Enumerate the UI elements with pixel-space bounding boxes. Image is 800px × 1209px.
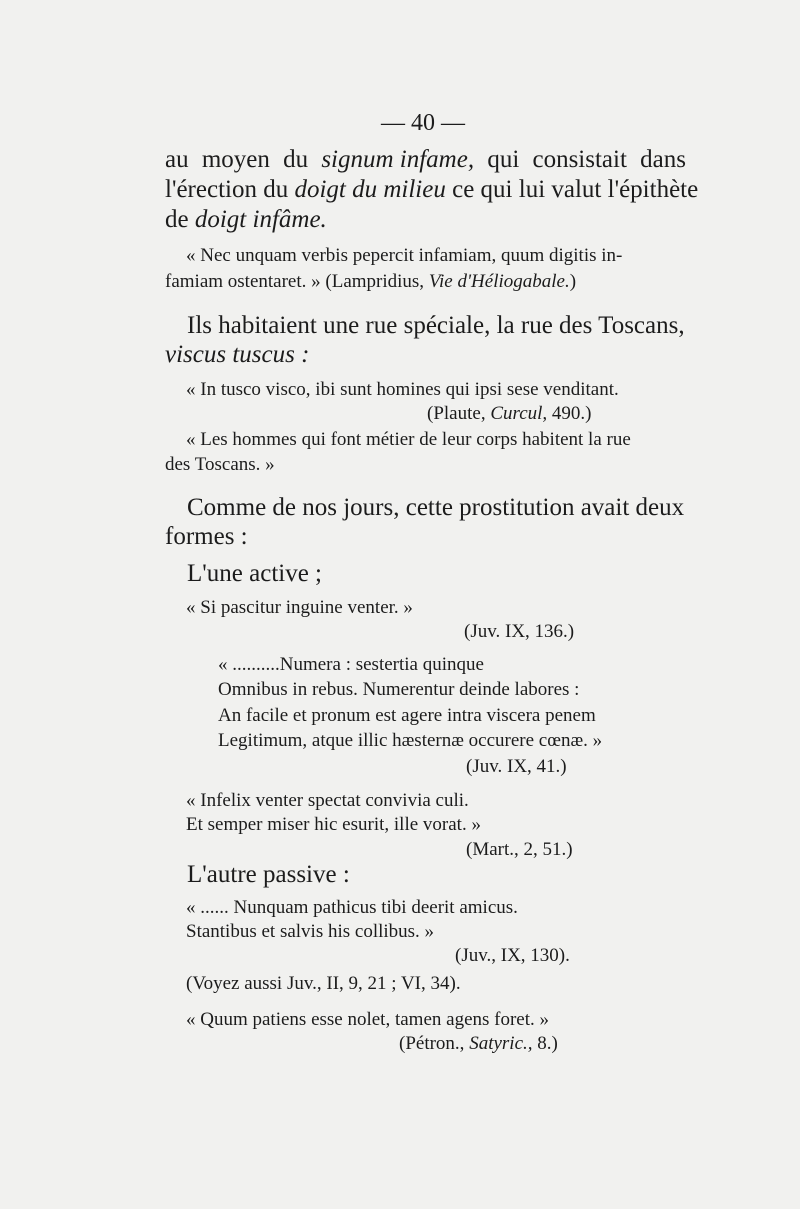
word: du (283, 146, 309, 173)
italic-text: Vie d'Héliogabale. (428, 271, 570, 292)
p1-line1 (165, 147, 686, 172)
word-italic: signum infame, (321, 146, 475, 173)
q6-line1: (Voyez aussi Juv., II, 9, 21 ; VI, 34). (186, 973, 461, 994)
q5-line1: « ...... Nunquam pathicus tibi deerit amicus. (186, 897, 518, 918)
p3-line1: Comme de nos jours, cette prostitution avait deux (187, 494, 685, 521)
text: l'érection du (165, 176, 295, 203)
verse-line1: « ..........Numera : sestertia quinque (218, 654, 484, 675)
word: consistait (532, 146, 627, 173)
text: 8.) (532, 1033, 558, 1054)
q3-line1: « Si pascitur inguine venter. » (186, 597, 413, 618)
q5-line2: Stantibus et salvis his collibus. » (186, 921, 435, 942)
word: moyen (201, 146, 270, 173)
p4-line1: L'autre passive : (187, 861, 350, 888)
text: (Plaute, (427, 403, 491, 424)
q2-line1: « In tusco visco, ibi sunt homines qui ipsi sese venditant. (186, 379, 619, 400)
q3-cite: (Juv. IX, 136.) (464, 621, 575, 642)
word: au (165, 146, 189, 173)
text: (Pétron., (399, 1033, 470, 1054)
q5-cite: (Juv., IX, 130). (455, 945, 570, 966)
p3-line2: formes : (165, 523, 248, 550)
text: famiam ostentaret. » (Lampridius, (165, 271, 429, 292)
q2-line2 (427, 404, 591, 423)
italic-text: Satyric., (469, 1033, 533, 1054)
q2-line3: « Les hommes qui font métier de leur corps habitent la rue (186, 429, 631, 450)
p3-line3: L'une active ; (187, 560, 322, 587)
q2-line4: des Toscans. » (165, 454, 275, 475)
p2-line2: viscus tuscus : (165, 341, 310, 368)
italic-text: doigt du milieu (294, 176, 446, 203)
verse-cite: (Juv. IX, 41.) (466, 756, 567, 777)
q1-line2 (165, 272, 576, 291)
q6-line2: « Quum patiens esse nolet, tamen agens foret. » (186, 1009, 550, 1030)
q6-cite (399, 1034, 558, 1053)
verse-line2: Omnibus in rebus. Numerentur deinde labores : (218, 679, 580, 700)
text: 490.) (547, 403, 592, 424)
italic-text: doigt infâme. (194, 206, 327, 233)
q1-line1: « Nec unquam verbis pepercit infamiam, quum digitis in- (186, 245, 623, 266)
p1-line3 (165, 207, 327, 232)
text: ce qui lui valut l'épithète (445, 176, 699, 203)
q4-line2: Et semper miser hic esurit, ille vorat. » (186, 814, 481, 835)
italic-text: Curcul, (490, 403, 548, 424)
page-number: — 40 — (381, 110, 465, 136)
word: dans (640, 146, 686, 173)
p1-line2 (165, 177, 698, 202)
verse-line3: An facile et pronum est agere intra viscera penem (218, 705, 596, 726)
word: qui (487, 146, 520, 173)
text: ) (569, 271, 577, 292)
q4-cite: (Mart., 2, 51.) (466, 839, 573, 860)
text: de (165, 206, 195, 233)
q4-line1: « Infelix venter spectat convivia culi. (186, 790, 469, 811)
p2-line1: Ils habitaient une rue spéciale, la rue des Toscans, (187, 312, 685, 339)
verse-line4: Legitimum, atque illic hæsternæ occurere cœnæ. » (218, 730, 603, 751)
